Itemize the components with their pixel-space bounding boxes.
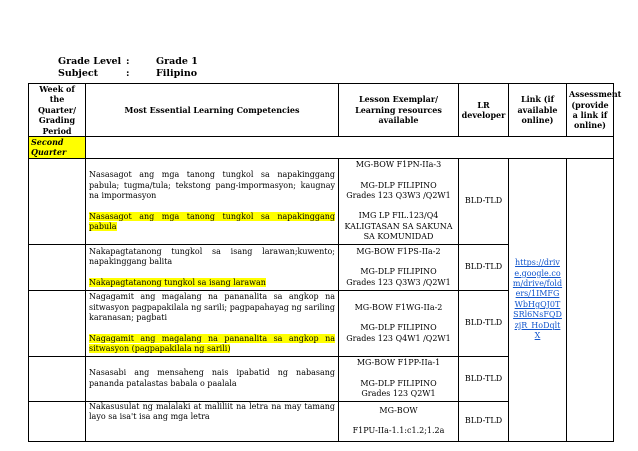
assessment-cell xyxy=(567,158,614,441)
competency-cell xyxy=(86,290,339,356)
header-lr-developer: LR developer xyxy=(459,84,509,137)
resource-cell xyxy=(339,290,459,356)
table-header-row xyxy=(29,84,614,137)
colon: : xyxy=(126,56,130,67)
lr-developer-cell: BLD-TLD xyxy=(459,244,509,290)
resource-line: Grades 123 Q3W3 /Q2W1 xyxy=(346,190,451,200)
subject-label: Subject xyxy=(58,68,99,79)
resource-cell xyxy=(339,158,459,244)
lr-developer-cell: BLD-TLD xyxy=(459,158,509,244)
colon: : xyxy=(126,68,130,79)
grade-level-value: Grade 1 xyxy=(156,56,198,67)
competency-cell xyxy=(86,356,339,401)
quarter-row xyxy=(29,137,614,159)
resource-line: KALIGTASAN SA SAKUNA SA KOMUNIDAD xyxy=(344,221,453,242)
competency-text: Nakapagtatanong tungkol sa isang larawan;kuwento; napakinggang balita xyxy=(89,246,335,267)
table-row xyxy=(29,158,614,244)
competency-text: Nasasabi ang mensaheng nais ipabatid ng nabasang pananda patalastas babala o paalala xyxy=(89,368,335,388)
resource-line: MG-DLP FILIPINO xyxy=(360,267,437,277)
competency-highlight: Nakapagtatanong tungkol sa isang larawan xyxy=(89,277,266,287)
competency-highlight: Nagagamit ang magalang na pananalita sa angkop na sitwasyon (pagpapakilala ng sarili) xyxy=(89,333,335,353)
week-cell xyxy=(29,356,86,401)
resource-line: MG-BOW F1PP-IIa-1 xyxy=(356,358,441,368)
grade-level-row xyxy=(58,56,198,68)
header-link: Link (if available online) xyxy=(509,84,567,137)
resource-line: F1PU-IIa-1.1:c1.2;1.2a xyxy=(352,426,445,436)
resource-line: MG-BOW F1PN-IIa-3 xyxy=(355,160,442,170)
header-week: Week of the Quarter/ Grading Period xyxy=(29,84,86,137)
resource-line: MG-BOW F1PS-IIa-2 xyxy=(356,246,441,256)
resource-cell xyxy=(339,356,459,401)
header-exemplar: Lesson Exemplar/ Learning resources available xyxy=(339,84,459,137)
week-cell xyxy=(29,158,86,244)
header-competencies: Most Essential Learning Competencies xyxy=(86,84,339,137)
competency-text: Nagagamit ang magalang na pananalita sa angkop na sitwasyon pagpapakilala ng sarili; pagpapahayag ng sariling karanasan; pagbati xyxy=(89,292,335,323)
subject-row xyxy=(58,68,198,80)
competency-text: Nasasagot ang mga tanong tungkol sa napakinggang pabula; tugma/tula; tekstong pang-impormasyon; kaugnay na impormasyon xyxy=(89,170,335,201)
drive-folder-link[interactable]: https://drive.google.com/drive/folders/1IMFGWbHgQJ0TSRl6NsFQDzjR_HoDqltX xyxy=(512,258,563,341)
quarter-label: Second Quarter xyxy=(29,137,86,159)
lr-developer-cell: BLD-TLD xyxy=(459,290,509,356)
subject-value: Filipino xyxy=(156,68,198,79)
lr-developer-cell: BLD-TLD xyxy=(459,356,509,401)
quarter-row-fill xyxy=(86,137,614,159)
week-cell xyxy=(29,244,86,290)
header-assessment: Assessment (provide a link if online) xyxy=(567,84,614,137)
resource-line: Grades 123 Q4W1 /Q2W1 xyxy=(346,333,451,343)
resource-line: Grades 123 Q2W1 xyxy=(361,389,436,399)
competency-cell xyxy=(86,158,339,244)
resource-line: MG-DLP FILIPINO xyxy=(360,180,437,190)
melc-table xyxy=(28,83,622,442)
resource-line: MG-DLP FILIPINO xyxy=(360,323,437,333)
document-meta xyxy=(58,56,198,80)
resource-line: MG-DLP FILIPINO xyxy=(360,378,437,388)
resource-cell xyxy=(339,401,459,441)
competency-text: Nakasusulat ng malalaki at maliliit na letra na may tamang layo sa isa't isa ang mga letra xyxy=(89,401,335,422)
lr-developer-cell: BLD-TLD xyxy=(459,401,509,441)
competency-highlight: Nasasagot ang mga tanong tungkol sa napakinggang pabula xyxy=(89,211,335,231)
grade-level-label: Grade Level xyxy=(58,56,122,67)
link-cell xyxy=(509,158,567,441)
week-cell xyxy=(29,401,86,441)
resource-line: MG-BOW F1WG-IIa-2 xyxy=(354,302,443,312)
competency-cell xyxy=(86,401,339,441)
resource-line: IMG LP FIL.123/Q4 xyxy=(358,211,439,221)
resource-cell xyxy=(339,244,459,290)
competency-cell xyxy=(86,244,339,290)
resource-line: Grades 123 Q3W3 /Q2W1 xyxy=(346,277,451,287)
week-cell xyxy=(29,290,86,356)
resource-line: MG-BOW xyxy=(379,405,418,415)
